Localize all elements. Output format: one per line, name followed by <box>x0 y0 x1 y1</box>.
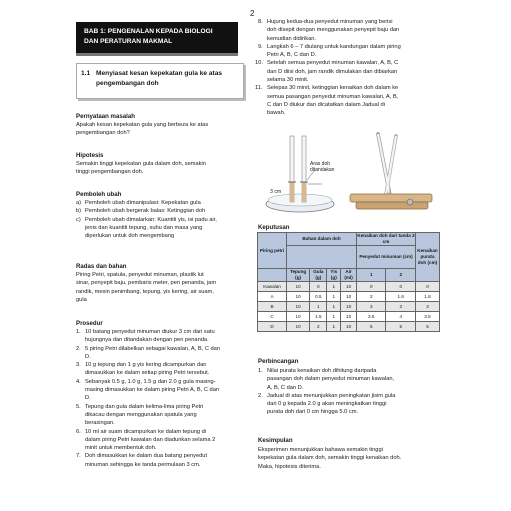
table-cell: D <box>258 322 287 332</box>
label-3cm: 3 cm <box>270 189 282 195</box>
list-item: 11. Selepas 30 minit, ketinggian kenaikan doh dalam ke <box>255 85 399 92</box>
materials-line: sinar, penyepit baju, pembaris meter, pen penanda, jam <box>76 280 217 287</box>
table-row <box>258 322 440 332</box>
list-item: a) Pemboleh ubah dimanipulasi: Kepekatan gula <box>76 200 201 206</box>
list-item-continuation: selama 30 minit. <box>267 77 309 84</box>
table-cell: 0 <box>386 282 416 292</box>
list-item-continuation: berasingan. <box>85 420 115 427</box>
table-cell: 0 <box>357 282 386 292</box>
list-item-continuation: kemudian didirikan. <box>267 35 317 42</box>
table-cell: 10 <box>287 292 310 302</box>
table-cell: 1.6 <box>386 292 416 302</box>
table-cell: 1 <box>327 282 341 292</box>
list-item: 6. 10 ml air suam dicampurkan ke dalam tepung di <box>76 428 207 435</box>
table-cell: 2 <box>310 322 327 332</box>
list-item-continuation: bawah. <box>267 110 286 117</box>
conclusion-line: Eksperimen menunjukkan bahawa semakin tinggi <box>258 447 383 453</box>
list-item-continuation: minit untuk membentuk doh. <box>85 445 157 452</box>
list-item-continuation: doh disepit dengan menggunakan penyepit baju dan <box>267 27 400 34</box>
list-item: 3. 10 g tepung dan 1 g yis kering dicampurkan dan <box>76 362 207 369</box>
table-cell: 10 <box>341 302 357 312</box>
list-item: 5. Tepung dan gula dalam kelima-lima piring Petri <box>76 403 204 410</box>
table-cell: 10 <box>287 312 310 322</box>
table-cell: 10 <box>341 322 357 332</box>
hypothesis-text <box>76 160 248 177</box>
section-number: 1.1 <box>81 70 91 77</box>
chapter-banner <box>76 22 238 56</box>
table-cell: 2 <box>357 292 386 302</box>
chapter-title-line-1: BAB 1: PENGENALAN KEPADA BIOLOGI <box>84 28 213 35</box>
conclusion-text <box>258 446 440 471</box>
variables-list <box>76 199 248 240</box>
label-marked-dough-2: ditandakan <box>310 167 335 173</box>
materials-line: Piring Petri, spatula, penyedut minuman, plastik lut <box>76 272 204 278</box>
materials-text <box>76 271 248 304</box>
table-row <box>258 302 440 312</box>
table-cell: 1 <box>327 292 341 302</box>
header-dough: Bahan dalam doh <box>287 233 357 246</box>
list-item: 9. Langkah 6 – 7 diulang untuk kandungan dalam piring <box>258 43 401 50</box>
header-dough-spacer <box>287 246 357 269</box>
hypothesis-heading: Hipotesis <box>76 152 104 159</box>
section-title-box <box>76 63 244 99</box>
conclusion-line: Maka, hipotesis diterima. <box>258 463 321 470</box>
problem-line: pengembangan doh? <box>76 130 130 137</box>
list-item: 8. Hujung kedua-dua penyedut minuman yang berisi <box>258 19 393 25</box>
list-item-continuation: semua pasangan penyedut minuman kawalan, A, B, <box>267 93 399 100</box>
table-cell: 10 <box>287 302 310 312</box>
list-item-continuation: purata doh dari 0 cm hingga 5.0 cm. <box>267 409 359 416</box>
table-cell: 0 <box>310 282 327 292</box>
table-cell: 10 <box>341 292 357 302</box>
table-row <box>258 312 440 322</box>
hypothesis-line: tinggi pengembangan doh. <box>76 169 144 176</box>
list-item-continuation: A, B, C dan D. <box>267 384 304 391</box>
procedure-heading: Prosedur <box>76 320 103 327</box>
table-cell: 0 <box>416 282 440 292</box>
list-item-continuation: jenis dan kuantiti tepung, suhu dan masa yang <box>85 224 203 231</box>
header-dish: Piring petri <box>258 233 287 269</box>
table-cell: 5 <box>416 322 440 332</box>
table-cell: 10 <box>287 282 310 292</box>
materials-line: gula <box>76 296 87 303</box>
procedure-list-right <box>255 18 438 118</box>
list-item-continuation: masing dimasukkan ke dalam piring Petri A, B, C dan <box>85 387 220 394</box>
list-item-continuation: dan D diisi doh, jam randik dimulakan dan dibiarkan <box>267 68 398 75</box>
materials-line: randik, mesin penimbang, tepung, yis kering, air suam, <box>76 288 214 295</box>
header-flour: Tepung (g) <box>287 269 310 282</box>
table-cell: 1 <box>327 312 341 322</box>
list-item-continuation: diperlukan untuk doh mengembang <box>85 233 175 240</box>
header-straw-1: 1 <box>357 269 386 282</box>
table-cell: 10 <box>341 312 357 322</box>
list-item-continuation: dari 0 g kepada 2.0 g akan meningkatkan tinggi <box>267 401 387 408</box>
header-water: Air (ml) <box>341 269 357 282</box>
header-sugar: Gula (g) <box>310 269 327 282</box>
list-item: 10. Setelah semua penyedut minuman kawalan, A, B, C <box>255 60 399 67</box>
header-dish-spacer <box>258 269 287 282</box>
table-cell: 3.8 <box>416 312 440 322</box>
list-item: c) Pemboleh ubah dimalarkan: Kuantiti yis, isi padu air, <box>76 216 217 223</box>
conclusion-line: kepekatan gula dalam doh, semakin tinggi kenaikan doh. <box>258 455 402 462</box>
table-cell: 1 <box>327 302 341 312</box>
table-cell: 1.8 <box>416 292 440 302</box>
list-item-continuation: minuman sehingga ke tanda permulaan 3 cm. <box>85 461 201 468</box>
section-title: Menyiasat kesan kepekatan gula ke atas pengembangan doh <box>96 70 223 87</box>
discussion-heading: Perbincangan <box>258 358 299 365</box>
list-item: b) Pemboleh ubah bergerak balas: Ketinggian doh <box>76 208 206 215</box>
table-cell: A <box>258 292 287 302</box>
table-cell: 4 <box>386 312 416 322</box>
header-rise: Kenaikan doh dari tanda 3 cm <box>357 233 415 244</box>
chapter-title-line-2: DAN PERATURAN MAKMAL <box>84 38 173 45</box>
header-yeast: Yis (g) <box>327 269 341 282</box>
table-row <box>258 292 440 302</box>
table-cell: 5 <box>357 322 386 332</box>
hypothesis-line: Semakin tinggi kepekatan gula dalam doh, semakin <box>76 161 206 167</box>
table-cell: 3.6 <box>357 312 386 322</box>
table-cell: 1.5 <box>310 312 327 322</box>
procedure-list-left <box>76 328 250 469</box>
list-item: 2. 5 piring Petri dilabelkan sebagai kawalan, A, B, C dan <box>76 345 221 352</box>
list-item: 7. Doh dimasukkan ke dalam dua batang penyedut <box>76 453 208 460</box>
problem-line: Apakah kesan kepekatan gula yang berbeza ke atas <box>76 122 209 128</box>
list-item-continuation: pasangan doh dalam penyedut minuman kawalan, <box>267 376 395 383</box>
table-cell: 10 <box>341 282 357 292</box>
list-item-continuation: D. <box>85 353 91 360</box>
list-item: 4. Sebanyak 0.5 g, 1.0 g, 1.5 g dan 2.0 g gula masing- <box>76 378 216 385</box>
table-cell: 5 <box>386 322 416 332</box>
list-item-continuation: Petri A, B, C dan D. <box>267 52 317 59</box>
list-item-continuation: hujungnya dan ditandakan dengan pen penanda. <box>85 337 209 344</box>
table-cell: 10 <box>287 322 310 332</box>
variables-heading: Pemboleh ubah <box>76 191 122 198</box>
header-straw-2: 2 <box>386 269 416 282</box>
list-item-continuation: D. <box>85 395 91 402</box>
discussion-list <box>258 367 440 417</box>
list-item-continuation: C dan D diukur dan dicatatkan dalam Jadual di <box>267 101 385 108</box>
list-item: 2. Jadual di atas menunjukkan peningkatan jisim gula <box>258 392 396 399</box>
label-marked-dough-1: Aras doh <box>310 161 331 167</box>
table-cell: C <box>258 312 287 322</box>
results-heading: Keputusan <box>258 224 290 231</box>
results-table <box>257 232 440 332</box>
table-cell: 1 <box>310 302 327 312</box>
list-item-continuation: dalam piring Petri kawalan dan diadunkan selama 2 <box>85 436 216 443</box>
list-item-continuation: dimasukkan ke dalam setiap piring Petri tersebut. <box>85 370 210 377</box>
header-avg: Kenaikan purata doh (cm) <box>416 233 440 282</box>
table-cell: 3 <box>357 302 386 312</box>
list-item: 1. 10 batang penyedut minuman diukur 3 cm dari satu <box>76 329 215 335</box>
header-straw: Penyedut minuman (cm) <box>357 246 416 269</box>
table-cell: 3 <box>416 302 440 312</box>
materials-heading: Radas dan bahan <box>76 263 127 270</box>
problem-heading: Pernyataan masalah <box>76 113 135 120</box>
problem-text <box>76 121 248 138</box>
list-item-continuation: dikacau dengan menggunakan spatula yang <box>85 411 197 418</box>
list-item: 1. Nilai purata kenaikan doh dihitung daripada <box>258 368 377 374</box>
page-number: 2 <box>250 9 255 18</box>
table-cell: B <box>258 302 287 312</box>
table-cell: 0.5 <box>310 292 327 302</box>
table-cell: Kawalan <box>258 282 287 292</box>
table-row <box>258 282 440 292</box>
experiment-illustration <box>260 132 440 224</box>
table-cell: 3 <box>386 302 416 312</box>
conclusion-heading: Kesimpulan <box>258 437 293 444</box>
table-cell: 1 <box>327 322 341 332</box>
